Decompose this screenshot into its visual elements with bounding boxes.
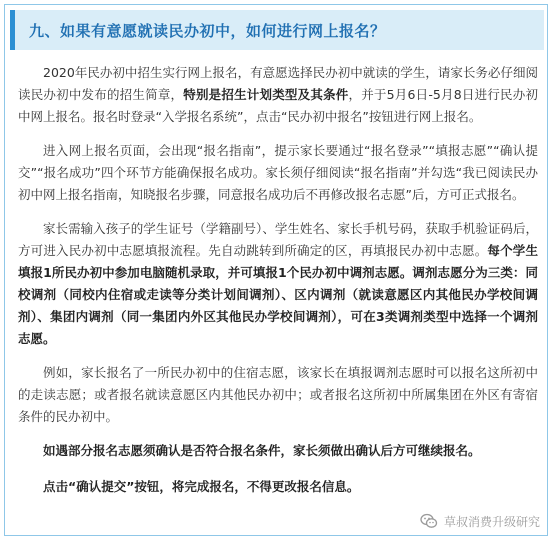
watermark xyxy=(420,512,540,530)
article-body xyxy=(18,62,538,512)
paragraph-4: 例如，家长报名了一所民办初中的住宿志愿，该家长在填报调剂志愿时可以报名这所初中的走读志愿；或者报名就读意愿区内其他民办初中；或者报名这所初中所属集团在外区有寄宿条件的民办初中。 xyxy=(18,365,538,424)
paragraph-5: 如遇部分报名志愿须确认是否符合报名条件，家长须做出确认后方可继续报名。 xyxy=(43,443,481,458)
paragraph-6: 点击“确认提交”按钮，将完成报名，不得更改报名信息。 xyxy=(43,479,360,494)
paragraph-3-emphasis: 每个学生填报1所民办初中参加电脑随机录取，并可填报1个民办初中调剂志愿。调剂志愿分为三类：同校调剂（同校内住宿或走读等分类计划间调剂）、区内调剂（就读意愿区内其他民办学校间调剂）、集团内调剂（同一集团内外区其他民办学校间调剂），可在3类调剂类型中选择一个调剂志愿。 xyxy=(18,243,538,346)
paragraph-2: 进入网上报名页面，会出现“报名指南”，提示家长要通过“报名登录”“填报志愿”“确认提交”“报名成功”四个环节方能确保报名成功。家长须仔细阅读“报名指南”并勾选“我已阅读民办初中网上报名指南，知晓报名步骤，同意报名成功后不再修改报名志愿”后，方可正式报名。 xyxy=(18,143,538,202)
section-header xyxy=(10,10,544,50)
section-title: 九、如果有意愿就读民办初中，如何进行网上报名？ xyxy=(29,22,386,40)
paragraph-1-text-a: 2020年民办初中招生实行网上报名，有意愿选择民办初中就读的学生，请家长务必仔细阅读民办初中发布的招生简章， xyxy=(18,65,538,102)
paragraph-1-text-b: ，并于5月6日-5月8日进行民办初中网上报名。报名时登录“入学报名系统”，点击“民办初中报名”按钮进行网上报名。 xyxy=(18,87,538,124)
wechat-icon xyxy=(420,512,438,530)
paragraph-1 xyxy=(18,62,538,128)
paragraph-1-emphasis: 特别是招生计划类型及其条件 xyxy=(183,87,349,102)
watermark-text: 草叔消费升级研究 xyxy=(443,514,540,529)
paragraph-3 xyxy=(18,218,538,350)
paragraph-3-text: 家长需输入孩子的学生证号（学籍副号）、学生姓名、家长手机号码，获取手机验证码后，方可进入民办初中志愿填报流程。先自动跳转到所确定的区，再填报民办初中志愿。 xyxy=(18,221,538,258)
